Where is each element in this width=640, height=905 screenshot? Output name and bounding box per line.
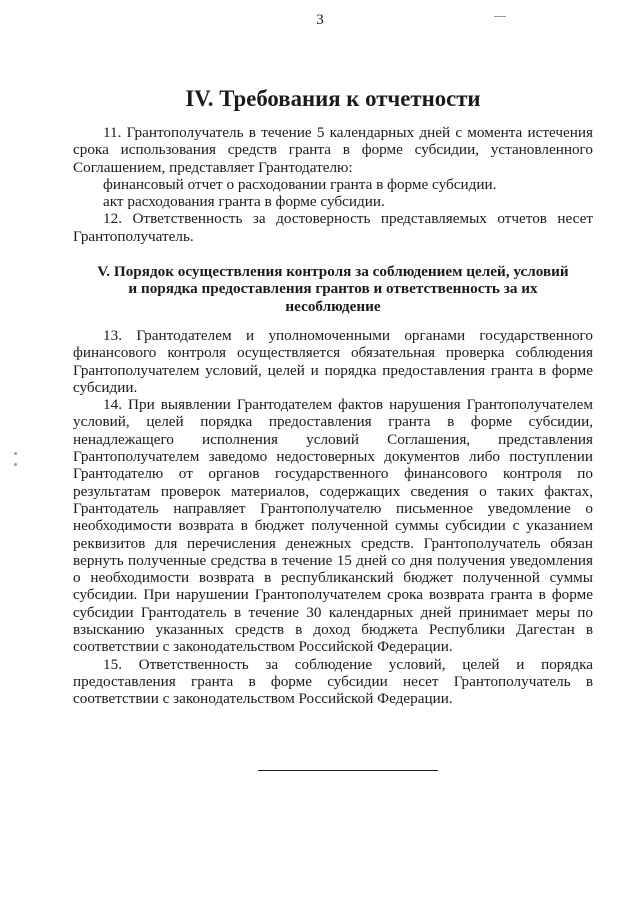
section-4-body <box>73 124 593 245</box>
scan-speck <box>14 463 17 466</box>
paragraph-15: 15. Ответственность за соблюдение условий, целей и порядка предоставления гранта в форме субсидии несет Грантополучатель в соответствии с законодательством Российской Федерации. <box>73 655 593 708</box>
paragraph-12: 12. Ответственность за достоверность представляемых отчетов несет Грантополучатель. <box>73 210 593 245</box>
section-5-heading <box>73 263 593 315</box>
section-5-body <box>73 327 593 708</box>
page-number: 3 <box>316 12 324 28</box>
paragraph-14: 14. При выявлении Грантодателем фактов нарушения Грантополучателем условий, целей порядка предоставления гранта в форме субсидии, ненадлежащего исполнения условий Соглашения, представления Грантополучателем заведомо недостоверных документов либо поступлении Грантодателю от органов государственного финансового контроля по результатам проверок материалов, содержащих сведения о таких фактах, Грантодатель направляет Грантополучателю письменное уведомление о необходимости возврата в бюджет полученной суммы субсидии с указанием реквизитов для перечисления денежных средств. Грантополучатель обязан вернуть полученные средства в течение 15 дней со дня получения уведомления о необходимости возврата в республиканский бюджет полученной суммы субсидии. При нарушении Грантополучателем срока возврата гранта в форме субсидии Грантодатель в течение 30 календарных дней принимает меры по взысканию указанных средств в доход бюджета Республики Дагестан в соответствии с законодательством Российской Федерации. <box>73 396 593 656</box>
scan-speck <box>14 452 17 455</box>
paragraph-13: 13. Грантодателем и уполномоченными органами государственного финансового контроля осуществляется обязательная проверка соблюдения Грантополучателем условий, целей и порядка предоставления гранта в форме субсидии. <box>73 327 593 396</box>
section-5-heading-line-2: и порядка предоставления грантов и ответственность за их <box>128 280 538 298</box>
paragraph-11: 11. Грантополучатель в течение 5 календарных дней с момента истечения срока использования средств гранта в форме субсидии, установленного Соглашением, представляет Грантодателю: <box>73 124 593 176</box>
end-of-document-line <box>258 770 438 771</box>
scan-mark <box>494 16 506 17</box>
expenditure-act-item: акт расходования гранта в форме субсидии. <box>103 193 385 211</box>
section-4-heading: IV. Требования к отчетности <box>185 86 481 111</box>
financial-report-item: финансовый отчет о расходовании гранта в форме субсидии. <box>103 175 497 193</box>
section-5-heading-line-3: несоблюдение <box>285 297 381 315</box>
section-5-heading-line-1: V. Порядок осуществления контроля за соблюдением целей, условий <box>97 263 569 280</box>
